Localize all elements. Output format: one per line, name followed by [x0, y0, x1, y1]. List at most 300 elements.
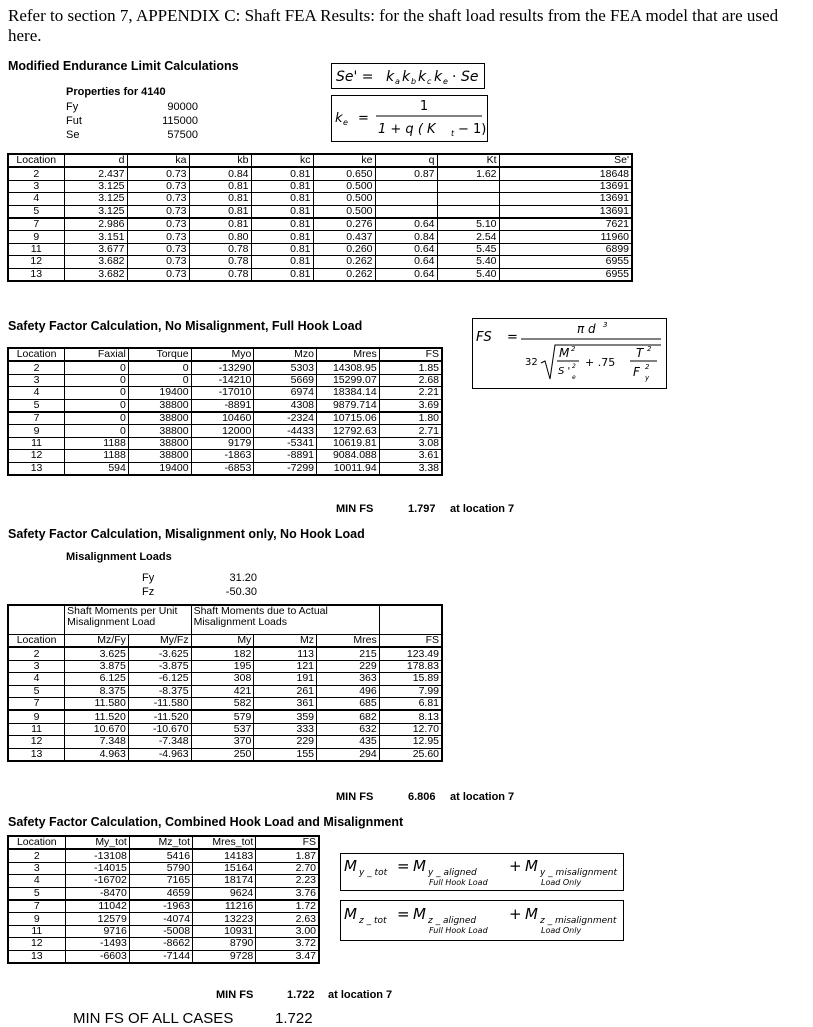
table-cell — [437, 180, 499, 192]
table-cell: -8662 — [129, 938, 192, 950]
fs-32: 32 — [525, 357, 538, 368]
table-cell — [375, 205, 437, 218]
no-misalign-table — [7, 347, 443, 476]
my-tot-formula — [340, 853, 624, 891]
table-cell: 2 — [8, 361, 65, 374]
table-cell: 6974 — [254, 387, 317, 399]
table-cell: -2324 — [254, 412, 317, 425]
fs-f: F — [633, 365, 640, 379]
table-cell: 7 — [8, 218, 64, 231]
combined-min-value: 1.722 — [287, 989, 315, 1001]
table-row — [8, 231, 632, 243]
ke-num: 1 — [419, 99, 429, 114]
table-cell: 594 — [65, 462, 129, 475]
table-cell: -6603 — [65, 950, 129, 963]
column-header: Location — [8, 348, 65, 361]
ke-formula — [331, 95, 488, 142]
table-cell: -14210 — [191, 374, 254, 386]
overall-min-value: 1.722 — [275, 1010, 313, 1027]
column-header: Mres_tot — [193, 836, 256, 849]
table-cell: 6899 — [499, 243, 632, 255]
table-cell: 682 — [317, 710, 380, 723]
table-cell: -14015 — [65, 862, 129, 874]
load-row — [142, 571, 257, 585]
mz-a-m: M — [413, 905, 426, 923]
table-row — [8, 849, 319, 862]
table-row — [8, 193, 632, 205]
table-cell: 1188 — [65, 450, 129, 462]
table-cell: 5 — [8, 205, 64, 218]
se-tail: Se — [461, 69, 479, 85]
column-header: FS — [256, 836, 319, 849]
table-cell: 5416 — [129, 849, 192, 862]
table-cell: 4308 — [254, 399, 317, 412]
se-sub-a: a — [395, 77, 400, 86]
table-cell: 9624 — [193, 887, 256, 900]
column-header: FS — [379, 635, 442, 648]
column-header: FS — [379, 348, 442, 361]
table-cell: 363 — [317, 673, 380, 685]
table-cell: -6.125 — [128, 673, 191, 685]
combined-min-label: MIN FS — [216, 989, 254, 1001]
table-cell: 7.348 — [65, 736, 129, 748]
table-cell: 2 — [8, 167, 64, 180]
table-cell: -8891 — [191, 399, 254, 412]
table-row — [8, 950, 319, 963]
table-cell: 4659 — [129, 887, 192, 900]
load-label: Fz — [142, 586, 155, 598]
table-cell: 2 — [8, 647, 65, 660]
table-cell: 155 — [254, 748, 317, 761]
ke-den-sub: t — [451, 129, 455, 138]
table-cell: 178.83 — [379, 660, 442, 672]
table-cell: -10.670 — [128, 723, 191, 735]
table-cell: 7.99 — [379, 685, 442, 697]
table-cell: 13 — [8, 268, 64, 281]
table-cell: 1.80 — [379, 412, 442, 425]
table-cell: -13290 — [191, 361, 254, 374]
table-cell: 0.87 — [375, 167, 437, 180]
table-cell: -7.348 — [128, 736, 191, 748]
table-cell: 12579 — [65, 913, 129, 925]
fs-lhs: FS — [476, 330, 492, 345]
table-cell: 0.73 — [127, 193, 189, 205]
my-a-sub: y _ aligned — [428, 868, 477, 878]
column-header: d — [64, 154, 127, 167]
table-cell: 3.76 — [256, 887, 319, 900]
table-row — [8, 167, 632, 180]
table-cell: 11.580 — [65, 697, 129, 710]
column-header: Mz — [254, 635, 317, 648]
group-header-unit: Shaft Moments per Unit Misalignment Load — [65, 605, 191, 635]
mz-lhs-sub: z _ tot — [359, 916, 387, 926]
table-cell: 3.00 — [256, 925, 319, 937]
table-cell: 0.81 — [251, 205, 313, 218]
table-cell: 0.260 — [313, 243, 375, 255]
column-header: Torque — [128, 348, 191, 361]
ke-den: 1 + q ( K — [378, 122, 436, 137]
table-row — [8, 736, 442, 748]
column-header: My_tot — [65, 836, 129, 849]
se-k1: k — [386, 69, 395, 85]
table-cell: 11.520 — [65, 710, 129, 723]
table-cell: 13 — [8, 950, 65, 963]
endurance-title: Modified Endurance Limit Calculations — [8, 59, 239, 73]
table-cell: 8.375 — [65, 685, 129, 697]
table-row — [8, 723, 442, 735]
mz-lhs-m: M — [344, 905, 357, 923]
column-header: Faxial — [65, 348, 129, 361]
table-row — [8, 748, 442, 761]
fs-t-sup: 2 — [647, 345, 652, 353]
table-cell: 5.40 — [437, 268, 499, 281]
table-cell: -11.520 — [128, 710, 191, 723]
my-lhs-sub: y _ tot — [359, 868, 388, 878]
table-cell: 435 — [317, 736, 380, 748]
column-header: Mres — [317, 348, 380, 361]
column-header: Myo — [191, 348, 254, 361]
table-row — [8, 900, 319, 913]
table-cell: 3 — [8, 180, 64, 192]
table-cell: 3.677 — [64, 243, 127, 255]
property-value: 57500 — [167, 129, 198, 141]
my-a-m: M — [413, 857, 426, 875]
fs-num: π d — [577, 322, 596, 336]
column-header: Mzo — [254, 348, 317, 361]
se-k3: k — [418, 69, 427, 85]
table-cell: 537 — [191, 723, 254, 735]
table-cell: 359 — [254, 710, 317, 723]
combined-title: Safety Factor Calculation, Combined Hook Load and Misalignment — [8, 815, 404, 829]
table-cell: 18384.14 — [317, 387, 380, 399]
table-cell: 1.72 — [256, 900, 319, 913]
table-cell: 7 — [8, 697, 65, 710]
table-cell: 38800 — [128, 399, 191, 412]
fs-m-sup: 2 — [571, 345, 576, 353]
table-cell: 38800 — [128, 437, 191, 449]
group-header-actual: Shaft Moments due to Actual Misalignment Loads — [191, 605, 379, 635]
fs-formula — [472, 318, 667, 389]
table-cell: 5669 — [254, 374, 317, 386]
table-cell: 12 — [8, 938, 65, 950]
property-row — [66, 100, 198, 114]
combined-min-loc: at location 7 — [328, 989, 393, 1001]
table-cell: -6853 — [191, 462, 254, 475]
table-row — [8, 437, 442, 449]
table-row — [8, 913, 319, 925]
table-cell: 2.71 — [379, 425, 442, 437]
ke-den-tail: − 1) — [458, 122, 487, 137]
my-b-sub: y _ misalignment — [540, 868, 617, 878]
table-cell: 0.262 — [313, 256, 375, 268]
table-cell: 0.73 — [127, 218, 189, 231]
table-cell: 0.81 — [251, 243, 313, 255]
table-cell: 4 — [8, 875, 65, 887]
table-cell: 19400 — [128, 387, 191, 399]
load-label: Fy — [142, 572, 155, 584]
property-label: Fy — [66, 101, 79, 113]
table-row — [8, 243, 632, 255]
table-cell: 0.73 — [127, 167, 189, 180]
table-cell: 5 — [8, 399, 65, 412]
table-cell: -3.625 — [128, 647, 191, 660]
fs-t: T — [636, 346, 644, 360]
table-cell: 4 — [8, 193, 64, 205]
table-row — [8, 218, 632, 231]
load-value: 31.20 — [229, 572, 257, 584]
column-header: Location — [8, 836, 65, 849]
table-row — [8, 938, 319, 950]
table-cell: 0 — [128, 374, 191, 386]
property-label: Fut — [66, 115, 82, 127]
table-cell — [375, 180, 437, 192]
table-cell: 0.81 — [251, 218, 313, 231]
table-cell: 0 — [65, 412, 129, 425]
table-cell: 2.70 — [256, 862, 319, 874]
load-row — [142, 585, 257, 599]
load-value: -50.30 — [225, 586, 257, 598]
table-cell: 13 — [8, 462, 65, 475]
table-cell: 0.73 — [127, 256, 189, 268]
column-header: ka — [127, 154, 189, 167]
table-cell: 0.81 — [251, 268, 313, 281]
mz-a-sub: z _ aligned — [428, 916, 477, 926]
table-cell: 9879.714 — [317, 399, 380, 412]
table-cell: 182 — [191, 647, 254, 660]
group-header-row — [8, 605, 442, 635]
table-cell: 0.81 — [189, 180, 251, 192]
table-cell: 10619.81 — [317, 437, 380, 449]
table-cell: 10931 — [193, 925, 256, 937]
column-header: Location — [8, 635, 65, 648]
table-cell: 4 — [8, 673, 65, 685]
endurance-table — [7, 153, 633, 282]
table-cell: 3.125 — [64, 180, 127, 192]
column-header: kc — [251, 154, 313, 167]
misalign-min-loc: at location 7 — [450, 791, 515, 803]
table-cell: 10011.94 — [317, 462, 380, 475]
property-value: 90000 — [167, 101, 198, 113]
table-cell: 3 — [8, 660, 65, 672]
table-cell: 12.70 — [379, 723, 442, 735]
table-cell: 3.61 — [379, 450, 442, 462]
table-cell: 3.72 — [256, 938, 319, 950]
table-cell: 9 — [8, 425, 65, 437]
table-cell: 11216 — [193, 900, 256, 913]
header-row — [8, 348, 442, 361]
table-cell: 8.13 — [379, 710, 442, 723]
table-row — [8, 374, 442, 386]
no-misalign-min-value: 1.797 — [408, 503, 436, 515]
table-row — [8, 268, 632, 281]
table-row — [8, 710, 442, 723]
table-cell: -8891 — [254, 450, 317, 462]
my-a-note: Full Hook Load — [429, 878, 488, 887]
se-sub-c: c — [427, 77, 432, 86]
fs-f-sup: 2 — [645, 363, 650, 371]
table-cell: 11 — [8, 437, 65, 449]
table-cell: 0 — [65, 425, 129, 437]
my-b-m: M — [525, 857, 538, 875]
table-cell: 9 — [8, 710, 65, 723]
column-header: Se' — [499, 154, 632, 167]
table-cell: 250 — [191, 748, 254, 761]
table-cell: 15164 — [193, 862, 256, 874]
table-cell: 11 — [8, 243, 64, 255]
mz-tot-formula — [340, 900, 624, 941]
table-row — [8, 673, 442, 685]
table-cell: 5303 — [254, 361, 317, 374]
fs-num-sup: 3 — [603, 321, 608, 329]
no-misalign-title: Safety Factor Calculation, No Misalignment, Full Hook Load — [8, 319, 363, 333]
table-cell: 3.625 — [65, 647, 129, 660]
table-cell — [375, 193, 437, 205]
table-cell: 7165 — [129, 875, 192, 887]
table-cell: 7 — [8, 900, 65, 913]
table-cell: 2.437 — [64, 167, 127, 180]
se-formula — [331, 63, 485, 89]
table-cell: 0.73 — [127, 231, 189, 243]
table-cell: -8.375 — [128, 685, 191, 697]
my-b-note: Load Only — [541, 878, 582, 887]
table-cell: 0 — [128, 361, 191, 374]
property-row — [66, 114, 198, 128]
table-cell: 496 — [317, 685, 380, 697]
table-row — [8, 180, 632, 192]
table-cell: 6955 — [499, 268, 632, 281]
no-misalign-min-label: MIN FS — [336, 503, 374, 515]
table-cell: 12 — [8, 450, 65, 462]
table-cell: 1.85 — [379, 361, 442, 374]
table-cell: 9716 — [65, 925, 129, 937]
table-cell: 2 — [8, 849, 65, 862]
table-cell: 14308.95 — [317, 361, 380, 374]
table-cell: -4433 — [254, 425, 317, 437]
table-cell: -1963 — [129, 900, 192, 913]
table-cell: 0.81 — [251, 180, 313, 192]
table-cell: 421 — [191, 685, 254, 697]
table-cell: 12792.63 — [317, 425, 380, 437]
table-cell: 7 — [8, 412, 65, 425]
mz-b-note: Load Only — [541, 926, 582, 935]
table-cell: 0.73 — [127, 205, 189, 218]
table-cell: 0.81 — [189, 218, 251, 231]
table-cell: 215 — [317, 647, 380, 660]
table-cell: 9 — [8, 913, 65, 925]
table-cell: 11042 — [65, 900, 129, 913]
table-cell: 370 — [191, 736, 254, 748]
table-cell: 5 — [8, 887, 65, 900]
table-cell: -13108 — [65, 849, 129, 862]
misalign-table — [7, 604, 443, 762]
se-sub-b: b — [411, 77, 417, 86]
table-cell: 3.682 — [64, 256, 127, 268]
combined-table — [7, 835, 320, 964]
table-cell: 0.500 — [313, 205, 375, 218]
table-cell: 1188 — [65, 437, 129, 449]
table-cell: -3.875 — [128, 660, 191, 672]
table-cell: 6.125 — [65, 673, 129, 685]
table-cell: 191 — [254, 673, 317, 685]
table-row — [8, 425, 442, 437]
fs-s: S ' — [558, 366, 571, 377]
table-cell: -5008 — [129, 925, 192, 937]
table-cell: 10715.06 — [317, 412, 380, 425]
table-cell: 9084.088 — [317, 450, 380, 462]
table-cell: 13 — [8, 748, 65, 761]
table-cell: 0.81 — [251, 193, 313, 205]
table-cell: 3 — [8, 374, 65, 386]
table-row — [8, 462, 442, 475]
table-cell: 579 — [191, 710, 254, 723]
table-cell: -4074 — [129, 913, 192, 925]
table-cell: -8470 — [65, 887, 129, 900]
table-cell: 0 — [65, 387, 129, 399]
props-title: Properties for 4140 — [66, 86, 166, 98]
mz-eq: = — [397, 905, 410, 923]
header-row — [8, 635, 442, 648]
table-row — [8, 387, 442, 399]
table-cell: 2.986 — [64, 218, 127, 231]
table-row — [8, 450, 442, 462]
ke-sub: e — [343, 118, 348, 127]
table-cell: 685 — [317, 697, 380, 710]
table-cell: 0.80 — [189, 231, 251, 243]
table-row — [8, 256, 632, 268]
se-sub-e: e — [443, 77, 448, 86]
table-cell: 9728 — [193, 950, 256, 963]
fs-m: M — [559, 346, 570, 360]
table-cell: 13691 — [499, 180, 632, 192]
column-header: My/Fz — [128, 635, 191, 648]
my-eq: = — [397, 857, 410, 875]
table-cell: -7299 — [254, 462, 317, 475]
table-cell: 0.84 — [375, 231, 437, 243]
table-cell: 5 — [8, 685, 65, 697]
group-header-empty — [379, 605, 442, 635]
table-cell: 0.84 — [189, 167, 251, 180]
table-cell: 0.81 — [251, 231, 313, 243]
table-cell: 361 — [254, 697, 317, 710]
table-cell: 113 — [254, 647, 317, 660]
mz-plus: + — [509, 905, 522, 923]
table-cell — [437, 193, 499, 205]
table-row — [8, 660, 442, 672]
table-cell: 3.69 — [379, 399, 442, 412]
table-cell: 2.68 — [379, 374, 442, 386]
misalign-min-label: MIN FS — [336, 791, 374, 803]
table-cell: 0.64 — [375, 268, 437, 281]
property-value: 115000 — [162, 115, 198, 127]
table-cell: 11960 — [499, 231, 632, 243]
column-header: Location — [8, 154, 64, 167]
table-row — [8, 862, 319, 874]
my-plus: + — [509, 857, 522, 875]
mz-b-m: M — [525, 905, 538, 923]
table-cell: 38800 — [128, 412, 191, 425]
table-cell: 121 — [254, 660, 317, 672]
table-cell: 229 — [317, 660, 380, 672]
table-cell: 18648 — [499, 167, 632, 180]
table-cell: 333 — [254, 723, 317, 735]
table-cell: -17010 — [191, 387, 254, 399]
table-cell: 0.276 — [313, 218, 375, 231]
table-cell: 0.64 — [375, 256, 437, 268]
table-row — [8, 697, 442, 710]
my-lhs-m: M — [344, 857, 357, 875]
fs-s-sub: e — [572, 374, 576, 381]
table-cell: 0 — [65, 399, 129, 412]
